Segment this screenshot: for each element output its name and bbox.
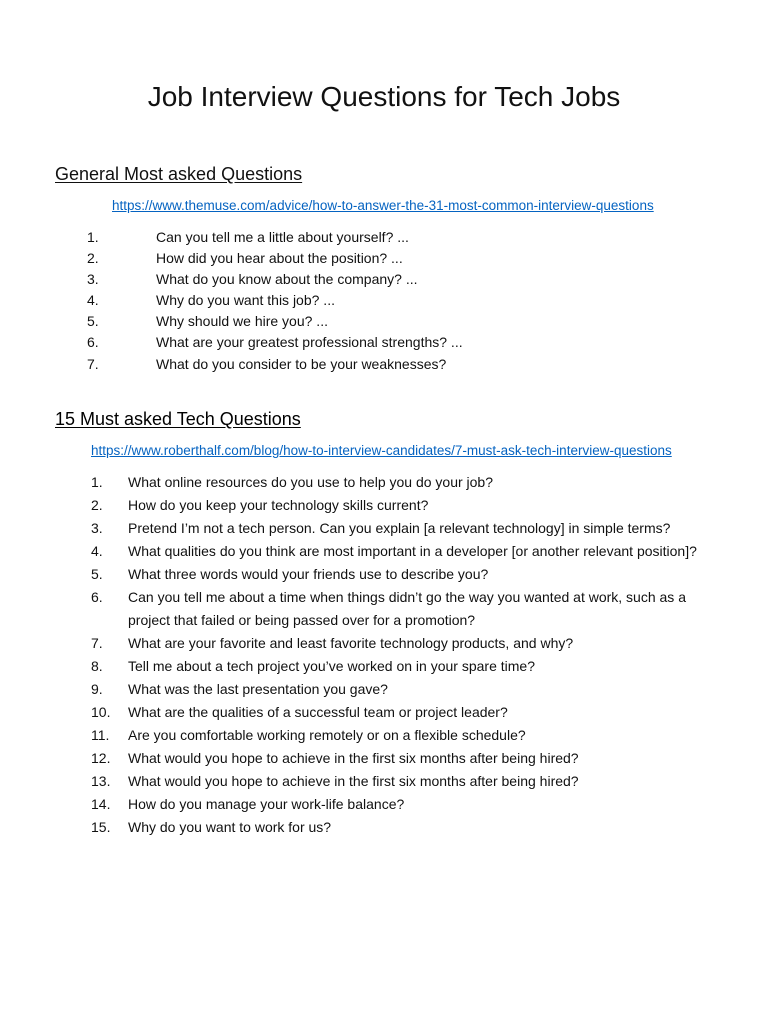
list-item: [87, 269, 696, 290]
list-number: 8.: [91, 657, 103, 674]
list-number: 6.: [91, 588, 103, 605]
list-number: 7.: [91, 634, 103, 651]
list-item: [87, 311, 696, 332]
list-item: [87, 332, 696, 353]
list-item: [91, 793, 716, 816]
list-number: 5.: [91, 565, 103, 582]
question-text: Why should we hire you? ...: [156, 313, 328, 330]
list-number: 7.: [87, 355, 99, 372]
question-text: What was the last presentation you gave?: [128, 680, 388, 697]
question-text: Can you tell me about a time when things didn’t go the way you wanted at work, such as a project that failed or being passed over for a promotion?: [128, 588, 686, 628]
list-item: [91, 540, 716, 563]
question-text: How do you manage your work-life balance?: [128, 795, 405, 812]
source-link-roberthalf[interactable]: https://www.roberthalf.com/blog/how-to-interview-candidates/7-must-ask-tech-interview-questions: [91, 443, 672, 458]
question-text: How do you keep your technology skills current?: [128, 496, 429, 513]
list-number: 4.: [87, 292, 99, 309]
question-text: What would you hope to achieve in the first six months after being hired?: [128, 772, 579, 789]
list-number: 2.: [87, 249, 99, 266]
question-text: What do you know about the company? ...: [156, 270, 418, 287]
list-item: [87, 248, 696, 269]
question-text: What are your greatest professional strengths? ...: [156, 334, 463, 351]
list-item: [91, 655, 716, 678]
list-item: [91, 471, 716, 494]
question-text: Why do you want to work for us?: [128, 818, 332, 835]
list-number: 9.: [91, 680, 103, 697]
source-link-themuse[interactable]: https://www.themuse.com/advice/how-to-answer-the-31-most-common-interview-questions: [112, 198, 654, 213]
list-item: [87, 354, 696, 375]
question-text: Are you comfortable working remotely or on a flexible schedule?: [128, 726, 526, 743]
list-item: [91, 770, 716, 793]
tech-questions-list: [91, 471, 716, 839]
list-number: 12.: [91, 749, 111, 766]
question-text: What qualities do you think are most important in a developer [or another relevant position]?: [128, 542, 697, 559]
list-item: [91, 678, 716, 701]
list-item: [91, 724, 716, 747]
list-number: 15.: [91, 818, 111, 835]
list-number: 1.: [91, 473, 103, 490]
list-number: 14.: [91, 795, 111, 812]
list-item: [91, 747, 716, 770]
question-text: Can you tell me a little about yourself? ...: [156, 228, 409, 245]
list-number: 5.: [87, 313, 99, 330]
list-item: [91, 701, 716, 724]
list-item: [91, 632, 716, 655]
list-item: [91, 563, 716, 586]
list-item: [91, 494, 716, 517]
question-text: Tell me about a tech project you’ve worked on in your spare time?: [128, 657, 535, 674]
question-text: What do you consider to be your weaknesses?: [156, 355, 447, 372]
section-heading-general: General Most asked Questions: [55, 164, 303, 184]
question-text: How did you hear about the position? ...: [156, 249, 403, 266]
list-item: [91, 517, 716, 540]
question-text: What three words would your friends use to describe you?: [128, 565, 489, 582]
list-item: [87, 290, 696, 311]
list-number: 11.: [91, 726, 110, 743]
question-text: What would you hope to achieve in the first six months after being hired?: [128, 749, 579, 766]
list-item: [91, 816, 716, 839]
question-text: What are the qualities of a successful team or project leader?: [128, 703, 508, 720]
question-text: Why do you want this job? ...: [156, 292, 335, 309]
list-number: 2.: [91, 496, 103, 513]
question-text: What are your favorite and least favorite technology products, and why?: [128, 634, 574, 651]
list-item: [91, 586, 716, 632]
list-number: 4.: [91, 542, 103, 559]
document-title: Job Interview Questions for Tech Jobs: [147, 81, 621, 112]
list-number: 10.: [91, 703, 111, 720]
list-number: 6.: [87, 334, 99, 351]
list-number: 3.: [91, 519, 103, 536]
question-text: Pretend I’m not a tech person. Can you explain [a relevant technology] in simple terms?: [128, 519, 671, 536]
section-heading-tech: 15 Must asked Tech Questions: [55, 409, 301, 429]
list-number: 1.: [87, 228, 99, 245]
question-text: What online resources do you use to help you do your job?: [128, 473, 494, 490]
list-number: 3.: [87, 270, 99, 287]
general-questions-list: [87, 227, 696, 375]
list-item: [87, 227, 696, 248]
list-number: 13.: [91, 772, 111, 789]
